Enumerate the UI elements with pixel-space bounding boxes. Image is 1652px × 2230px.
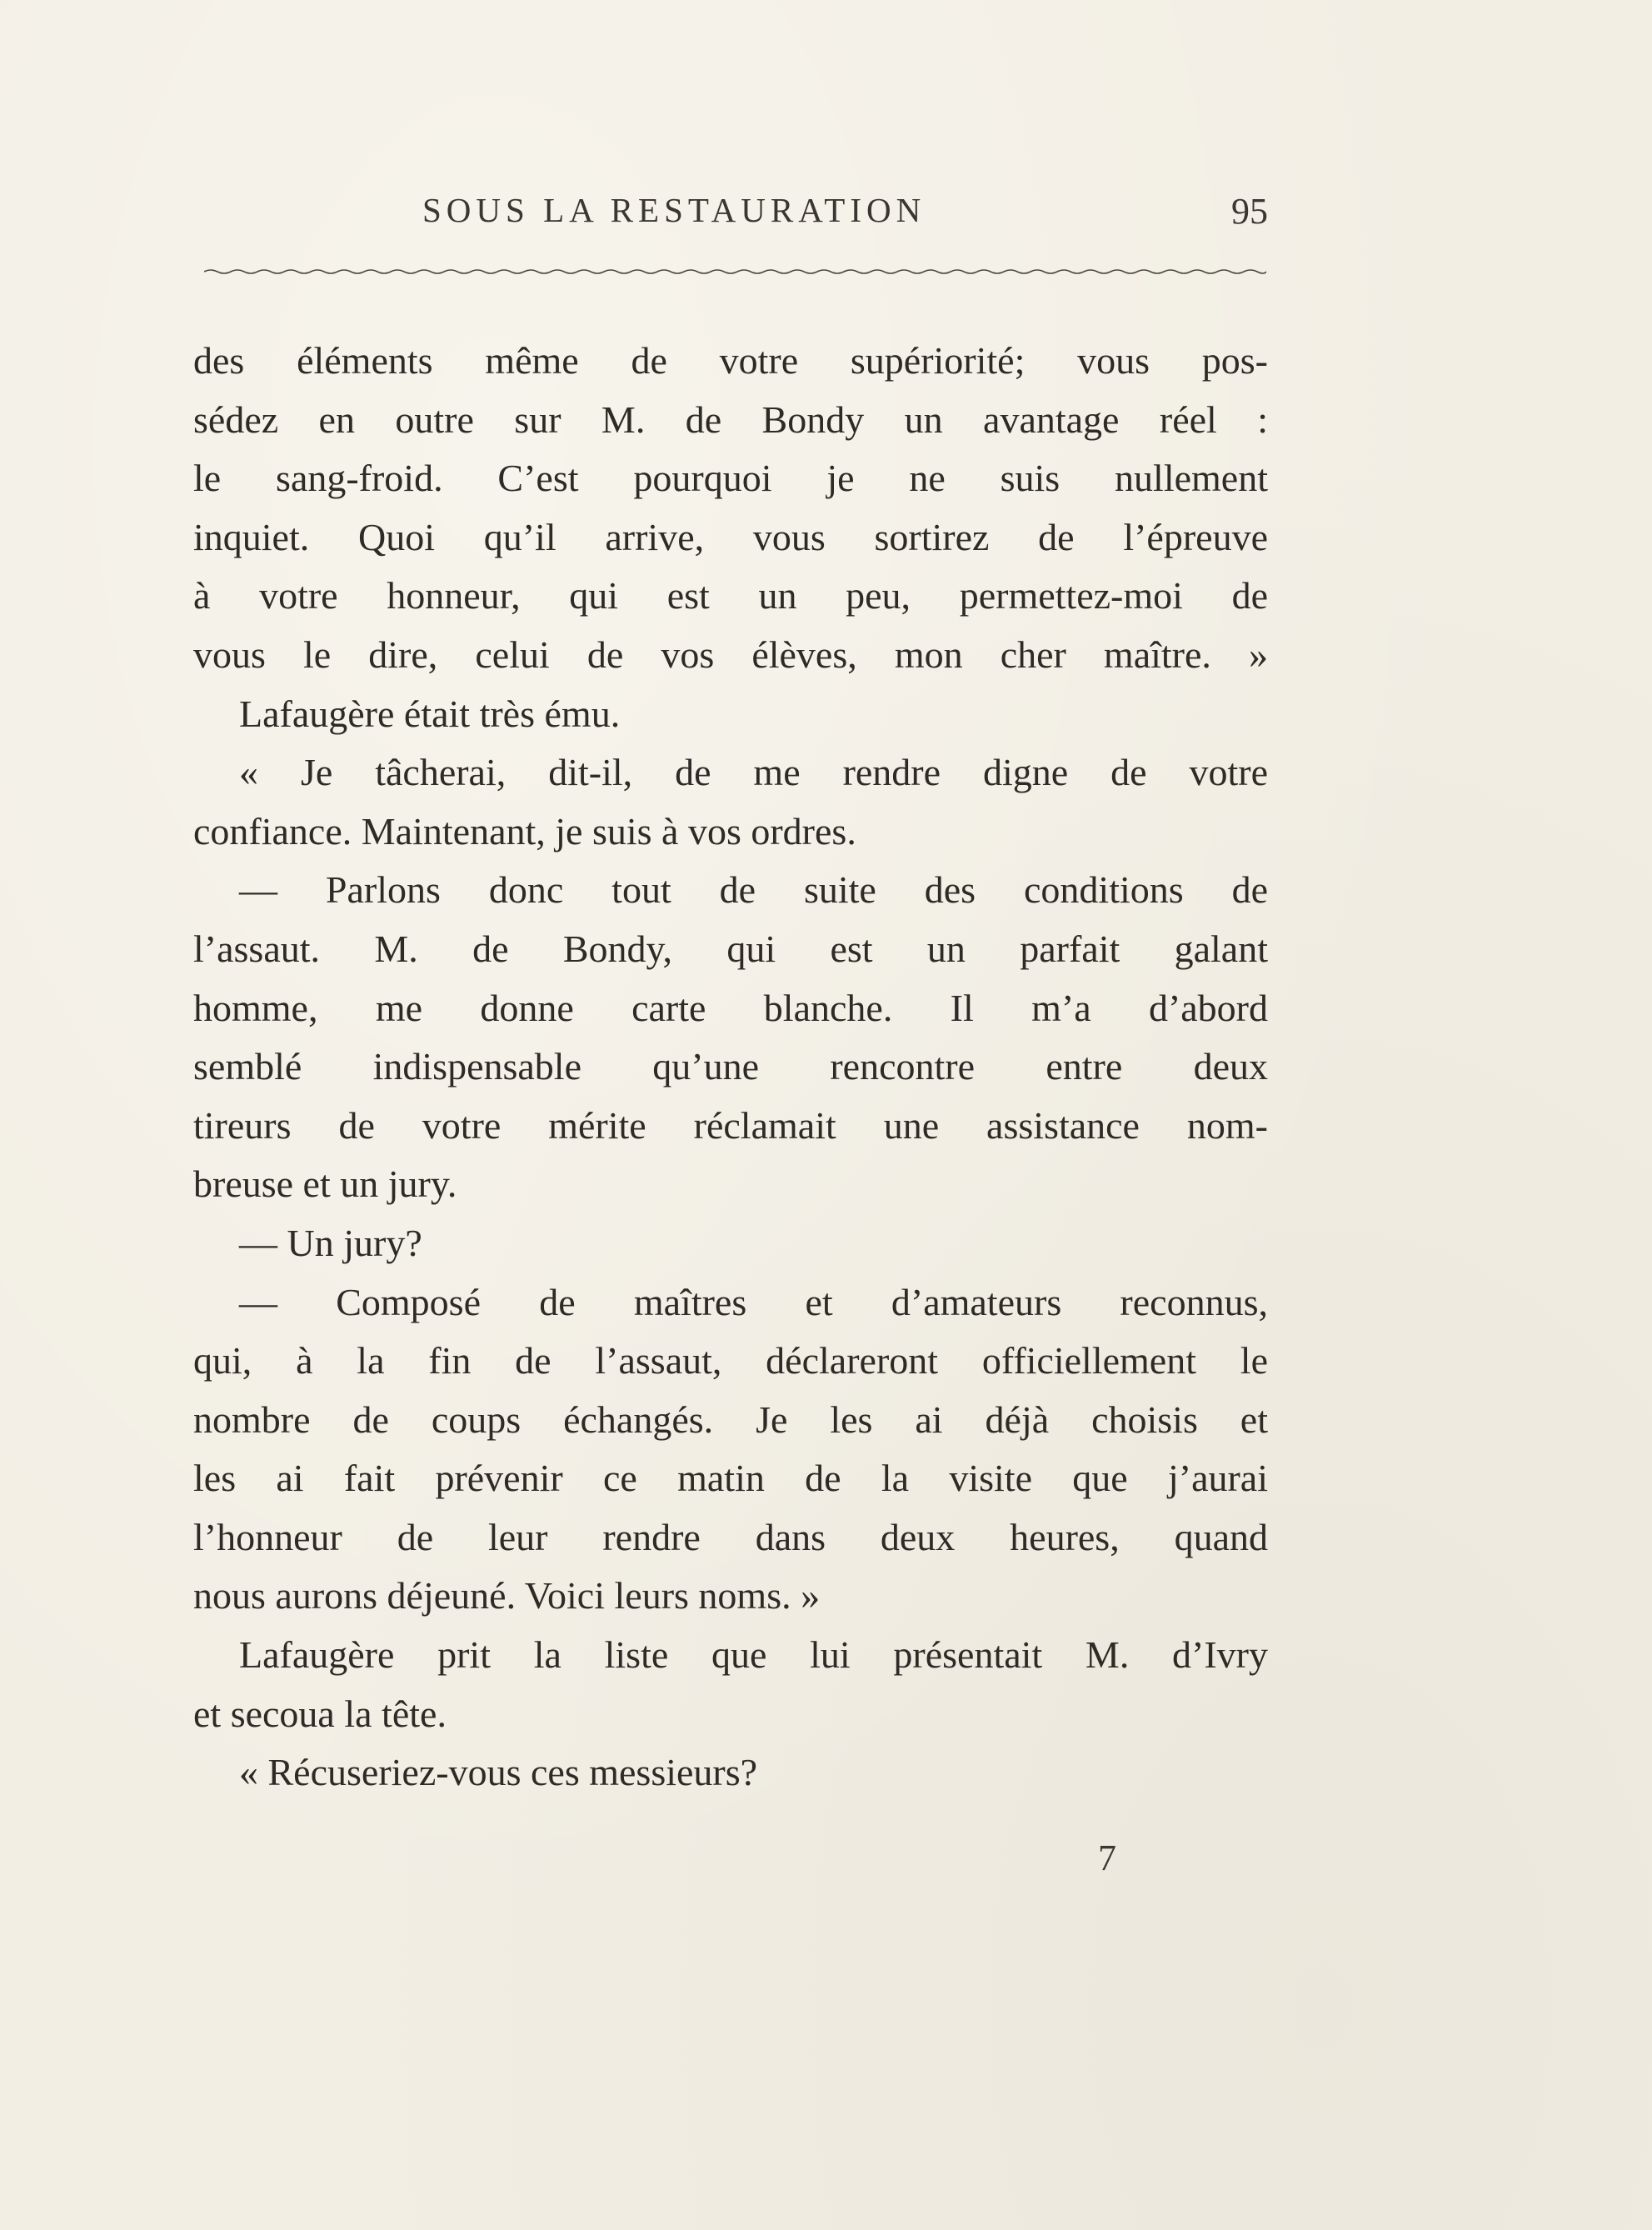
text-line: les ai fait prévenir ce matin de la visite que j’aurai — [193, 1457, 1268, 1500]
running-head — [193, 190, 1268, 240]
body-text — [193, 332, 1268, 1802]
text-line: Lafaugère prit la liste que lui présentait M. d’Ivry — [239, 1633, 1268, 1677]
text-line: qui, à la fin de l’assaut, déclareront officiellement le — [193, 1339, 1268, 1382]
text-line: nombre de coups échangés. Je les ai déjà choisis et — [193, 1398, 1268, 1441]
page-number: 95 — [1231, 191, 1268, 232]
text-line: semblé indispensable qu’une rencontre entre deux — [193, 1045, 1268, 1088]
text-line: breuse et un jury. — [193, 1162, 457, 1206]
text-line: tireurs de votre mérite réclamait une assistance nom- — [193, 1103, 1268, 1147]
text-line: à votre honneur, qui est un peu, permettez-moi de — [193, 574, 1268, 618]
text-line: — Composé de maîtres et d’amateurs reconnus, — [239, 1280, 1268, 1323]
text-line: — Un jury? — [239, 1221, 422, 1264]
text-line: vous le dire, celui de vos élèves, mon cher maître. » — [193, 632, 1268, 676]
text-line: nous aurons déjeuné. Voici leurs noms. » — [193, 1574, 821, 1618]
text-line: confiance. Maintenant, je suis à vos ordres. — [193, 809, 856, 852]
text-line: l’honneur de leur rendre dans deux heures, quand — [193, 1515, 1268, 1558]
text-line: et secoua la tête. — [193, 1692, 447, 1735]
wavy-rule — [204, 267, 1266, 277]
text-line: « Je tâcherai, dit-il, de me rendre digne de votre — [239, 751, 1268, 794]
text-line: « Récuseriez-vous ces messieurs? — [239, 1751, 758, 1794]
text-line: inquiet. Quoi qu’il arrive, vous sortirez de l’épreuve — [193, 515, 1268, 558]
text-line: l’assaut. M. de Bondy, qui est un parfait galant — [193, 927, 1268, 970]
text-line: Lafaugère était très ému. — [239, 692, 621, 735]
text-line: le sang-froid. C’est pourquoi je ne suis nullement — [193, 457, 1268, 500]
text-line: — Parlons donc tout de suite des conditions de — [239, 868, 1268, 912]
signature-mark: 7 — [1098, 1838, 1116, 1878]
text-line: des éléments même de votre supériorité; vous pos- — [193, 339, 1268, 382]
text-line: homme, me donne carte blanche. Il m’a d’abord — [193, 986, 1268, 1029]
text-line: sédez en outre sur M. de Bondy un avantage réel : — [193, 398, 1268, 441]
running-title: SOUS LA RESTAURATION — [422, 191, 926, 229]
